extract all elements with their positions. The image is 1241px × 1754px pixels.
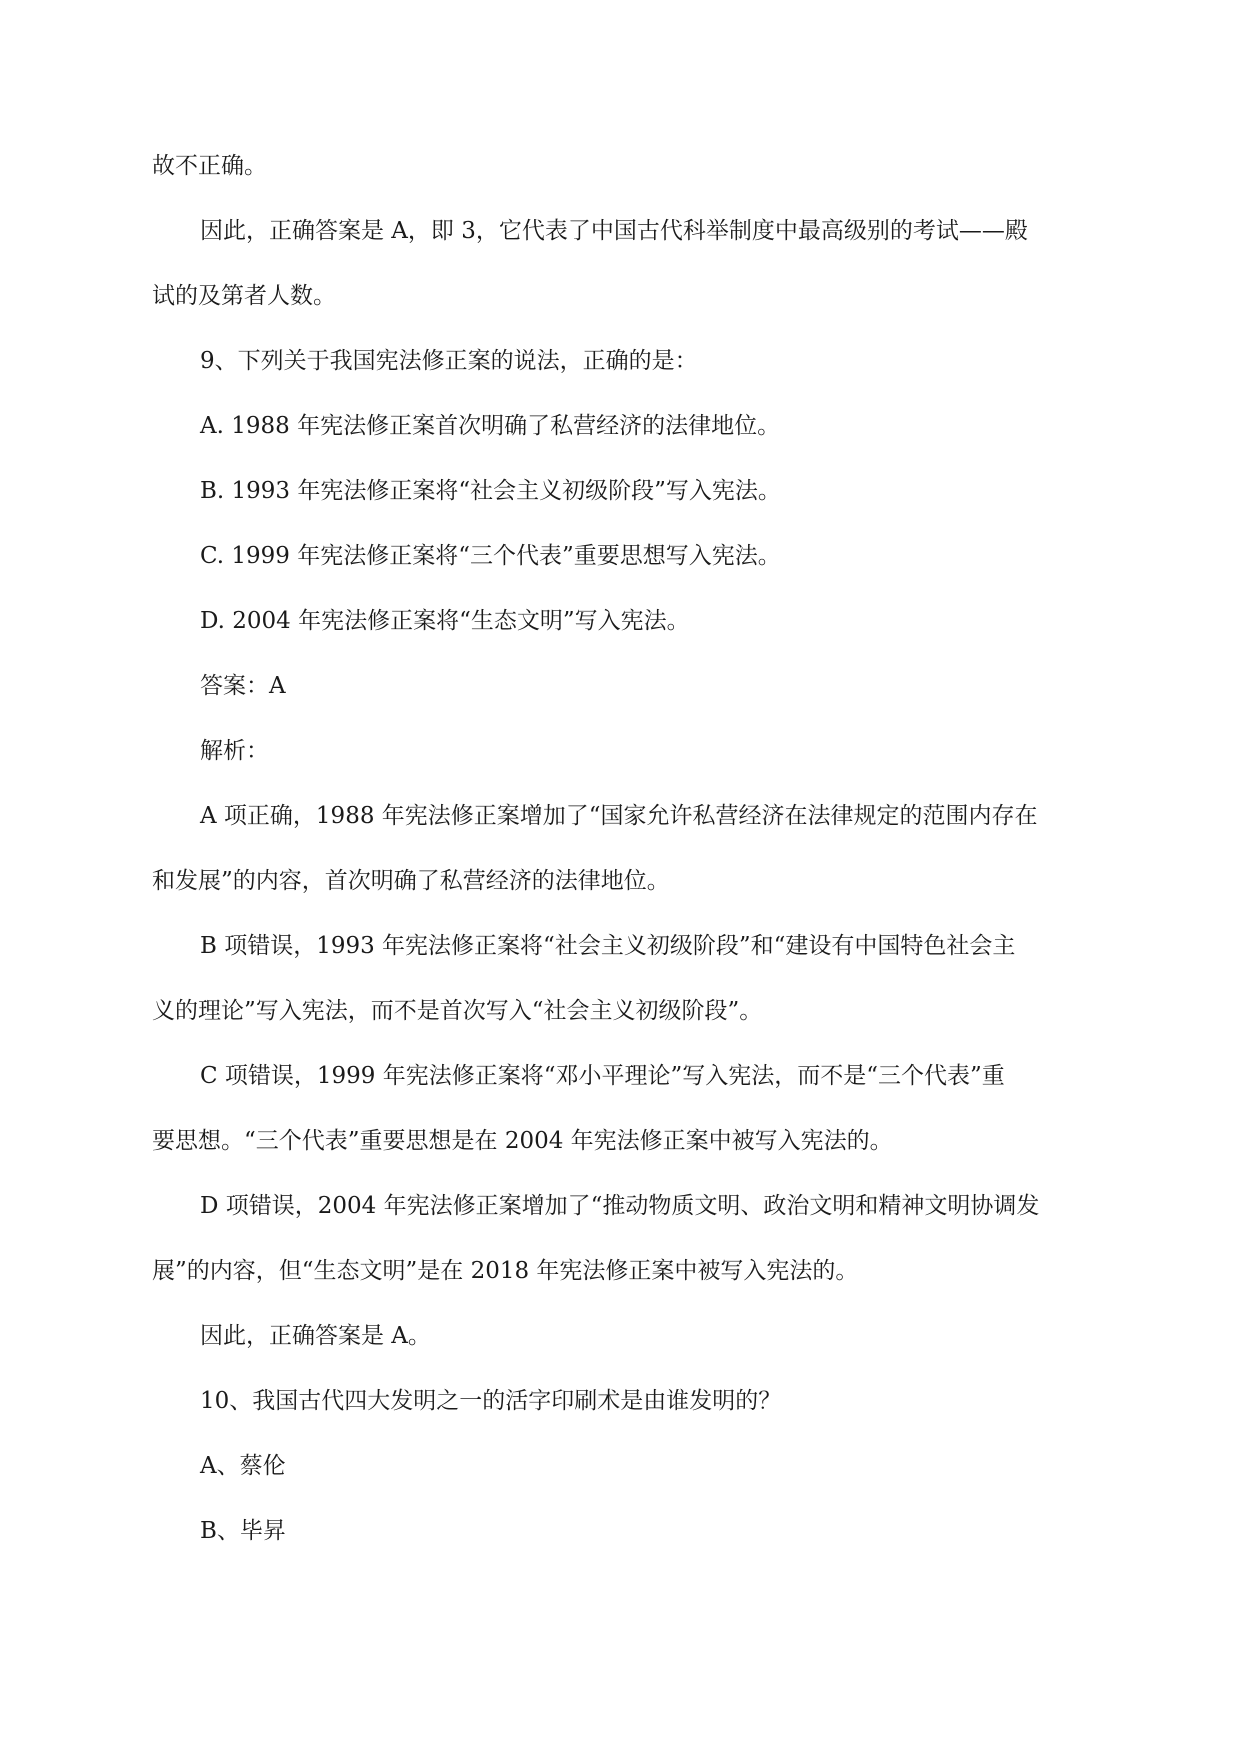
- text-line: B 项错误，1993 年宪法修正案将“社会主义初级阶段”和“建设有中国特色社会主: [200, 933, 1016, 959]
- text-line: 展”的内容，但“生态文明”是在 2018 年宪法修正案中被写入宪法的。: [152, 1258, 859, 1284]
- text-line: 义的理论”写入宪法，而不是首次写入“社会主义初级阶段”。: [152, 998, 763, 1024]
- text-line: D 项错误，2004 年宪法修正案增加了“推动物质文明、政治文明和精神文明协调发: [200, 1193, 1040, 1219]
- answer: 答案：A: [200, 673, 286, 699]
- text-line: A 项正确，1988 年宪法修正案增加了“国家允许私营经济在法律规定的范围内存在: [200, 803, 1038, 829]
- question-9: 9、下列关于我国宪法修正案的说法，正确的是：: [200, 348, 698, 374]
- option-d: D. 2004 年宪法修正案将“生态文明”写入宪法。: [200, 608, 690, 634]
- option-b: B. 1993 年宪法修正案将“社会主义初级阶段”写入宪法。: [200, 478, 781, 504]
- text-line: 要思想。“三个代表”重要思想是在 2004 年宪法修正案中被写入宪法的。: [152, 1128, 893, 1154]
- option-b: B、毕昇: [200, 1518, 286, 1544]
- analysis-heading: 解析：: [200, 738, 269, 764]
- option-a: A. 1988 年宪法修正案首次明确了私营经济的法律地位。: [200, 413, 781, 439]
- text-line: 故不正确。: [152, 153, 267, 179]
- question-10: 10、我国古代四大发明之一的活字印刷术是由谁发明的？: [200, 1388, 782, 1414]
- text-line: 因此，正确答案是 A，即 3，它代表了中国古代科举制度中最高级别的考试——殿: [200, 218, 1028, 244]
- option-c: C. 1999 年宪法修正案将“三个代表”重要思想写入宪法。: [200, 543, 781, 569]
- text-line: 因此，正确答案是 A。: [200, 1323, 431, 1349]
- text-line: 和发展”的内容，首次明确了私营经济的法律地位。: [152, 868, 670, 894]
- option-a: A、蔡伦: [200, 1453, 286, 1479]
- text-line: 试的及第者人数。: [152, 283, 336, 309]
- text-line: C 项错误，1999 年宪法修正案将“邓小平理论”写入宪法，而不是“三个代表”重: [200, 1063, 1005, 1089]
